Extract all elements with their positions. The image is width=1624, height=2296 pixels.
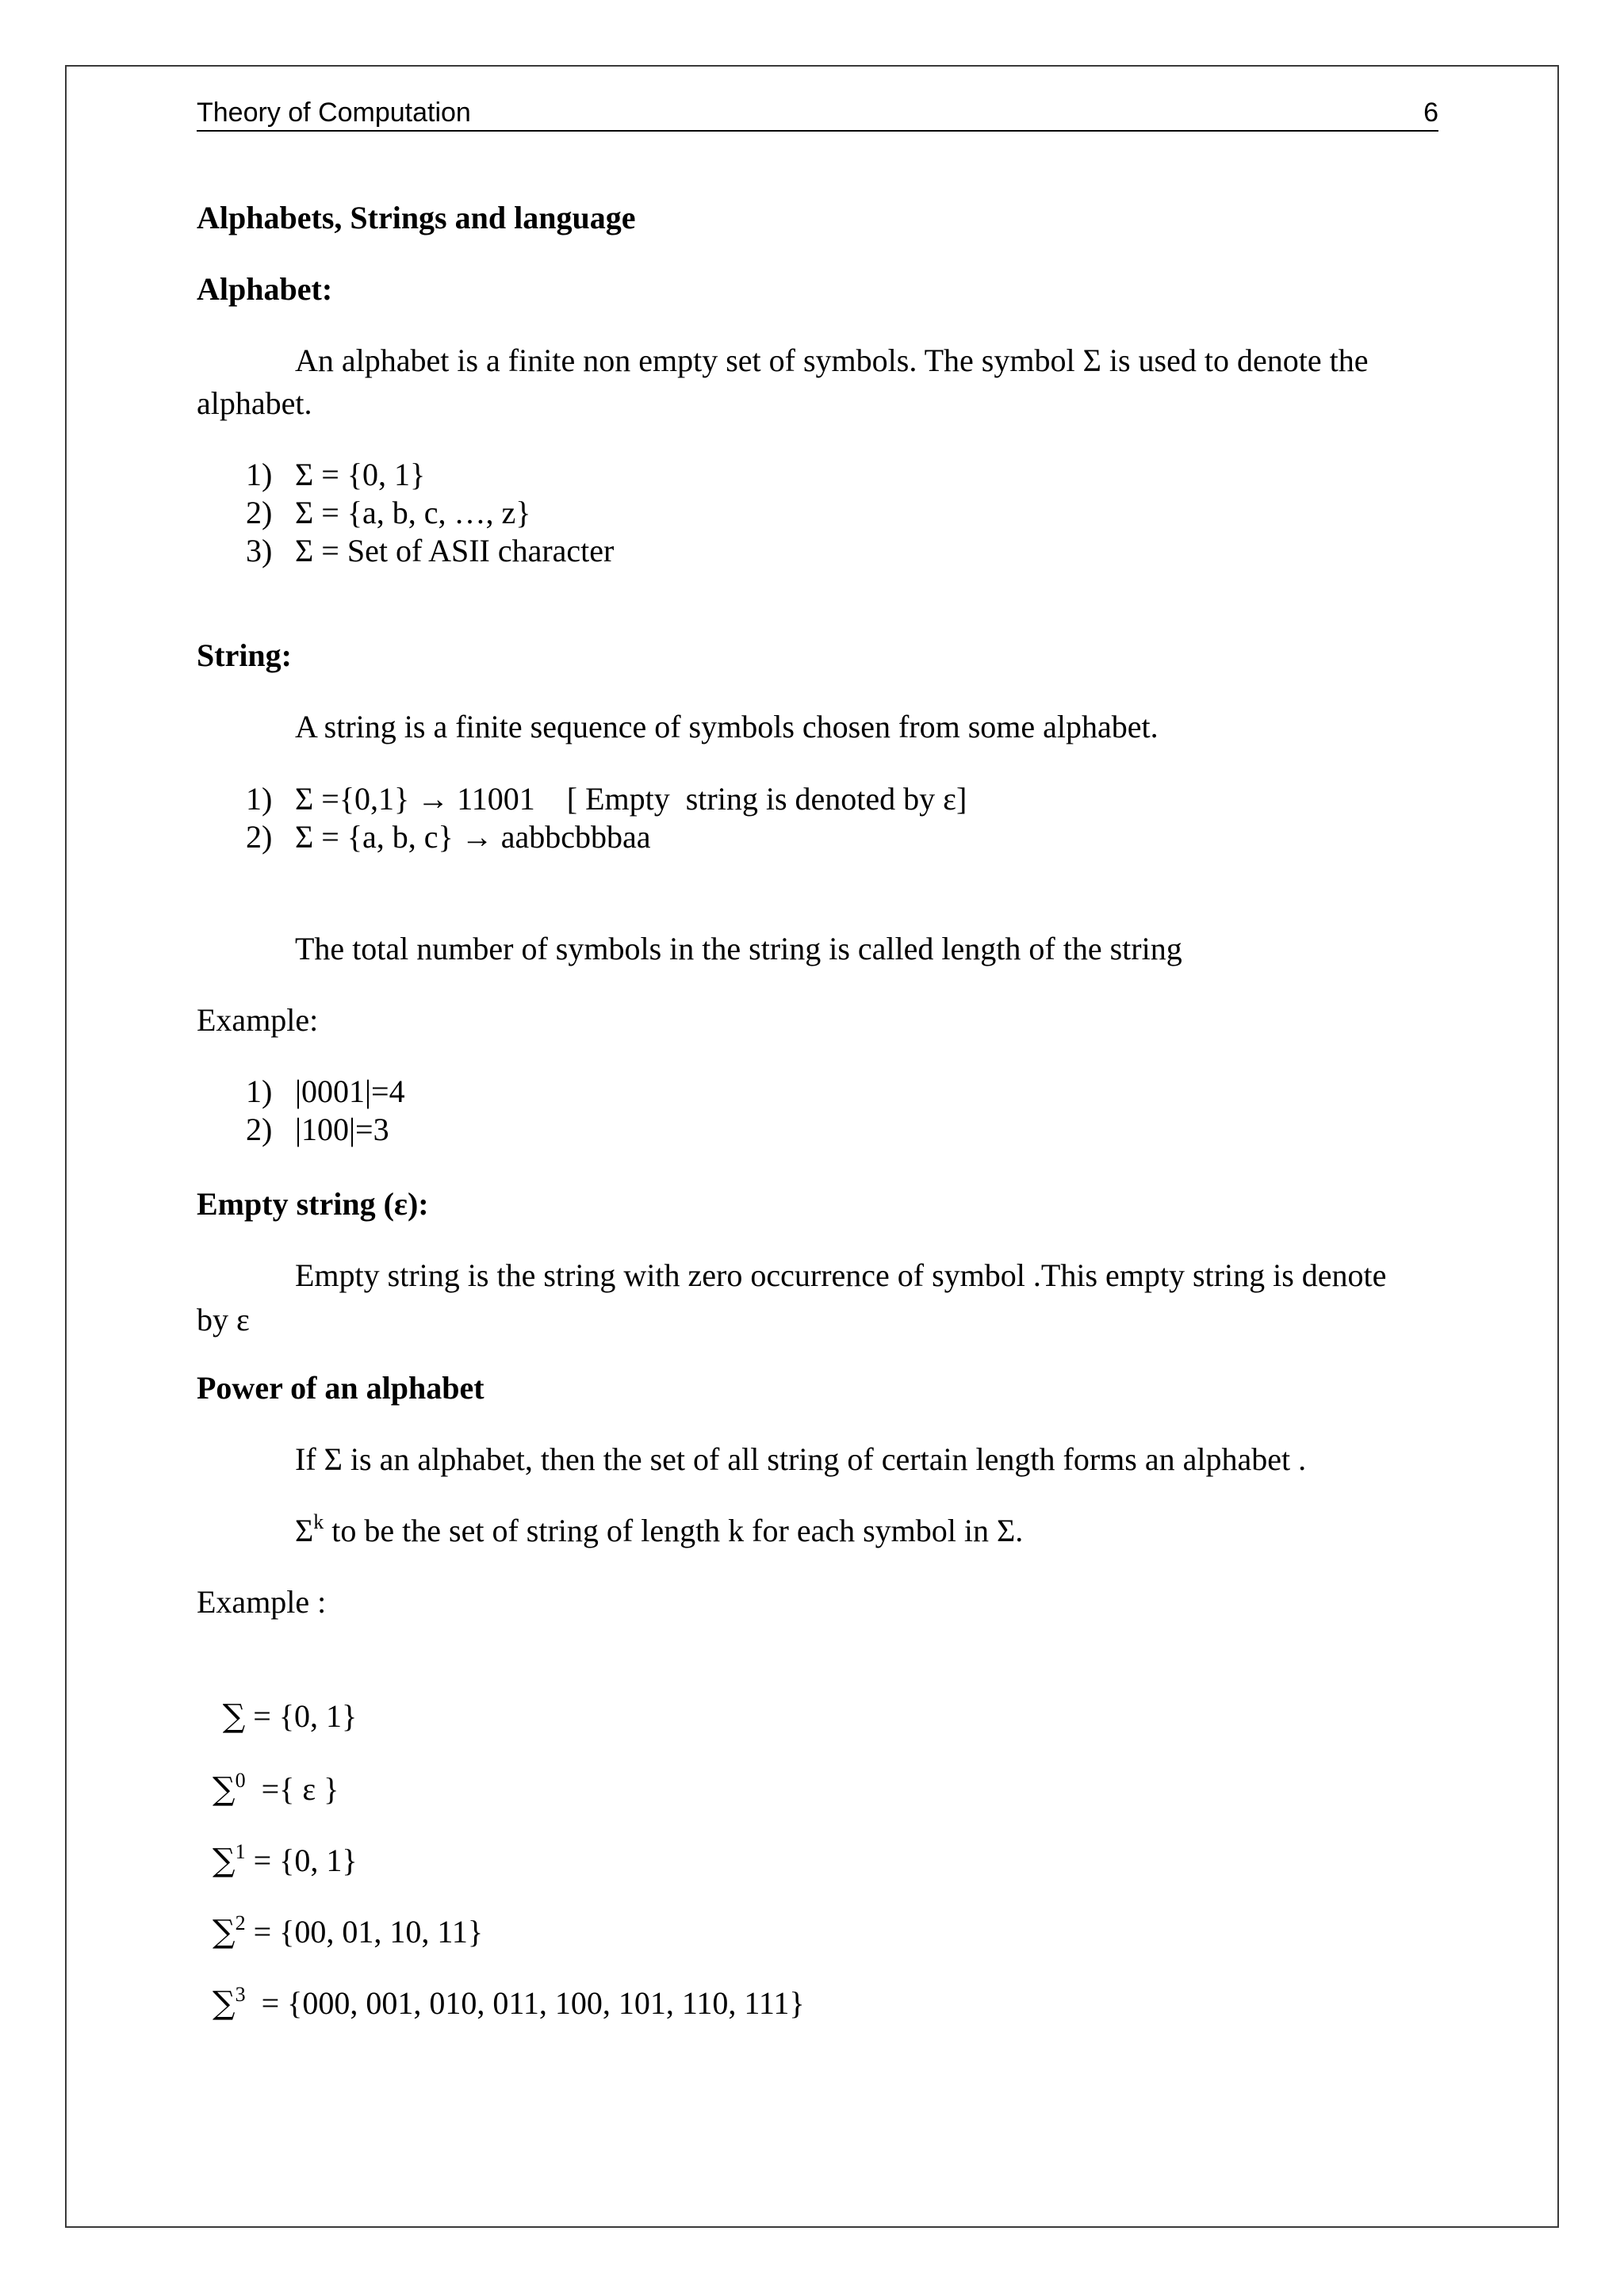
header-title: Theory of Computation	[197, 98, 471, 128]
list-text: Σ = Set of ASII character	[295, 533, 615, 568]
list-text: Σ ={0,1} → 11001 [ Empty string is denoted by ε]	[295, 781, 967, 817]
list-number: 1)	[246, 1073, 273, 1109]
power-example-text: ={ ε }	[245, 1771, 339, 1807]
page-header	[197, 98, 1438, 132]
list-text: |0001|=4	[295, 1073, 405, 1109]
length-para: The total number of symbols in the string is called length of the string	[295, 931, 1182, 966]
summation-symbol: ∑	[213, 1771, 236, 1808]
power-example-row	[197, 1939, 805, 2025]
alphabet-para-line2: alphabet.	[197, 385, 312, 421]
list-text: Σ = {0, 1}	[295, 457, 426, 492]
summation-symbol: ∑	[213, 1985, 236, 2022]
string-para: A string is a finite sequence of symbols chosen from some alphabet.	[295, 709, 1159, 744]
power-heading: Power of an alphabet	[197, 1370, 485, 1406]
list-text: Σ = {a, b, c, …, z}	[295, 495, 531, 530]
empty-para-line2: by ε	[197, 1302, 250, 1337]
alphabet-para-line1: An alphabet is a finite non empty set of symbols. The symbol Σ is used to denote the	[295, 342, 1369, 378]
superscript: 0	[235, 1769, 246, 1792]
power-para1: If Σ is an alphabet, then the set of all string of certain length forms an alphabet .	[295, 1441, 1307, 1477]
power-example-text: = {000, 001, 010, 011, 100, 101, 110, 111}	[245, 1985, 805, 2021]
list-number: 2)	[246, 495, 273, 530]
empty-para-line1: Empty string is the string with zero occurrence of symbol .This empty string is denote	[295, 1257, 1387, 1293]
summation-symbol: ∑	[213, 1698, 246, 1735]
superscript: k	[313, 1510, 324, 1533]
list-number: 2)	[246, 1112, 273, 1147]
string-heading: String:	[197, 637, 292, 673]
list-number: 3)	[246, 533, 273, 568]
empty-string-heading: Empty string (ε):	[197, 1186, 429, 1222]
superscript: 3	[235, 1983, 246, 2006]
summation-symbol: ∑	[213, 1843, 236, 1879]
summation-symbol: ∑	[213, 1914, 236, 1950]
sigma-symbol: Σ	[295, 1513, 314, 1548]
power-example-text: = {0, 1}	[245, 1843, 358, 1878]
power-example-text: = {0, 1}	[245, 1698, 358, 1734]
power-example-label: Example :	[197, 1584, 327, 1620]
list-text: |100|=3	[295, 1112, 389, 1147]
power-para2	[295, 1510, 1023, 1552]
page-number: 6	[1423, 98, 1438, 128]
list-number: 2)	[246, 819, 273, 855]
power-example-text: = {00, 01, 10, 11}	[245, 1914, 484, 1950]
list-number: 1)	[246, 457, 273, 492]
superscript: 1	[235, 1840, 246, 1863]
alphabet-heading: Alphabet:	[197, 271, 333, 307]
list-number: 1)	[246, 781, 273, 817]
list-text: Σ = {a, b, c} → aabbcbbbaa	[295, 819, 651, 855]
power-para2-text: to be the set of string of length k for each symbol in Σ.	[324, 1513, 1024, 1548]
superscript: 2	[235, 1911, 246, 1934]
main-heading: Alphabets, Strings and language	[197, 200, 636, 235]
length-example-label: Example:	[197, 1002, 319, 1038]
